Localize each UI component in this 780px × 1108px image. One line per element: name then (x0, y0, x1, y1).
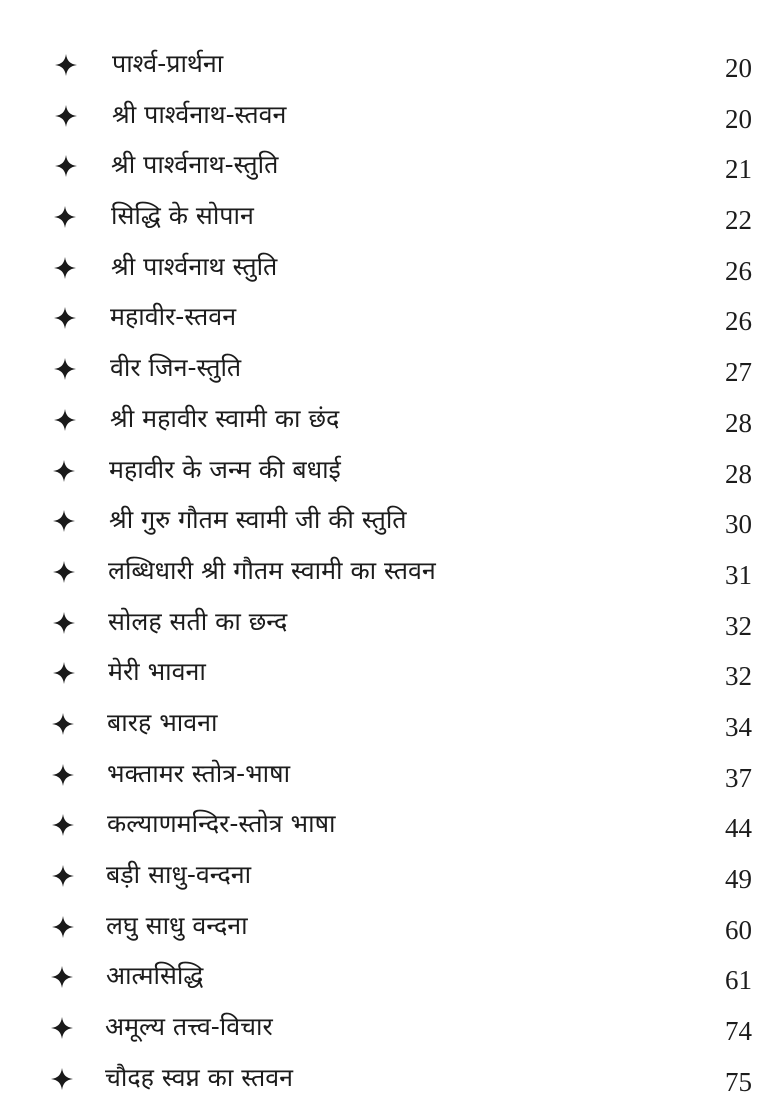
star-bullet-icon (52, 611, 76, 635)
star-bullet-icon (53, 357, 77, 381)
entry-title: महावीर के जन्म की बधाई (109, 454, 341, 484)
star-bullet-icon (51, 712, 75, 736)
star-bullet-icon (51, 915, 75, 939)
entry-title: कल्याणमन्दिर-स्तोत्र भाषा (107, 809, 336, 839)
entry-page-number: 74 (725, 1016, 752, 1047)
entry-page-number: 44 (725, 813, 752, 844)
star-bullet-icon (53, 306, 77, 330)
star-bullet-icon (54, 53, 78, 77)
toc-entry (0, 904, 780, 955)
star-bullet-icon (53, 408, 77, 432)
entry-page-number: 27 (725, 357, 752, 388)
entry-page-number: 32 (725, 610, 752, 641)
toc-entry (0, 954, 780, 1005)
toc-entry (0, 600, 780, 651)
entry-page-number: 21 (725, 154, 752, 185)
entry-title: श्री गुरु गौतम स्वामी जी की स्तुति (109, 505, 407, 535)
toc-entry (0, 1005, 780, 1056)
star-bullet-icon (50, 1067, 74, 1091)
entry-title: सिद्धि के सोपान (111, 201, 254, 231)
entry-title: अमूल्य तत्त्व-विचार (105, 1012, 273, 1042)
star-bullet-icon (54, 104, 78, 128)
entry-title: श्री पार्श्वनाथ स्तुति (111, 251, 278, 281)
entry-title: श्री महावीर स्वामी का छंद (110, 403, 340, 433)
star-bullet-icon (52, 509, 76, 533)
entry-page-number: 37 (725, 762, 752, 793)
entry-title: वीर जिन-स्तुति (110, 353, 242, 383)
toc-entry (0, 346, 780, 397)
entry-title: महावीर-स्तवन (110, 302, 237, 332)
toc-entry (0, 397, 780, 448)
toc-entry (0, 245, 780, 296)
star-bullet-icon (50, 1016, 74, 1040)
star-bullet-icon (51, 864, 75, 888)
toc-entry (0, 42, 780, 93)
entry-page-number: 28 (725, 458, 752, 489)
entry-title: लघु साधु वन्दना (106, 910, 248, 940)
star-bullet-icon (50, 965, 74, 989)
entry-page-number: 61 (725, 965, 752, 996)
entry-title: भक्तामर स्तोत्र-भाषा (107, 758, 291, 788)
entry-page-number: 28 (725, 407, 752, 438)
toc-entry (0, 701, 780, 752)
entry-page-number: 32 (725, 661, 752, 692)
star-bullet-icon (54, 154, 78, 178)
entry-page-number: 60 (725, 914, 752, 945)
star-bullet-icon (53, 205, 77, 229)
star-bullet-icon (52, 459, 76, 483)
star-bullet-icon (51, 763, 75, 787)
toc-entry (0, 194, 780, 245)
toc-entry (0, 752, 780, 803)
toc-entry (0, 650, 780, 701)
entry-title: बड़ी साधु-वन्दना (106, 860, 252, 889)
entry-page-number: 20 (725, 53, 752, 83)
star-bullet-icon (51, 813, 75, 837)
toc-entry (0, 802, 780, 853)
entry-page-number: 31 (725, 559, 752, 590)
star-bullet-icon (52, 560, 76, 584)
toc-entry (0, 295, 780, 346)
entry-title: श्री पार्श्वनाथ-स्तवन (112, 99, 287, 129)
star-bullet-icon (53, 256, 77, 280)
toc-entry (0, 93, 780, 144)
entry-page-number: 30 (725, 509, 752, 540)
toc-entry (0, 853, 780, 904)
star-bullet-icon (52, 661, 76, 685)
entry-page-number: 22 (725, 205, 752, 236)
toc-entry (0, 448, 780, 499)
entry-page-number: 26 (725, 255, 752, 286)
entry-title: मेरी भावना (108, 657, 206, 687)
entry-page-number: 49 (725, 864, 752, 894)
table-of-contents (0, 42, 780, 1106)
toc-entry (0, 549, 780, 600)
toc-entry (0, 498, 780, 549)
entry-title: लब्धिधारी श्री गौतम स्वामी का स्तवन (108, 555, 436, 585)
entry-page-number: 34 (725, 711, 752, 742)
entry-page-number: 75 (725, 1066, 752, 1097)
toc-entry (0, 1056, 780, 1107)
toc-entry (0, 143, 780, 194)
entry-title: पार्श्व-प्रार्थना (112, 49, 224, 78)
entry-title: आत्मसिद्धि (106, 961, 204, 991)
entry-title: श्री पार्श्वनाथ-स्तुति (111, 150, 279, 180)
entry-page-number: 20 (725, 103, 752, 134)
entry-title: सोलह सती का छन्द (108, 606, 288, 636)
entry-title: चौदह स्वप्न का स्तवन (105, 1062, 294, 1092)
entry-page-number: 26 (725, 306, 752, 337)
entry-title: बारह भावना (107, 707, 218, 737)
